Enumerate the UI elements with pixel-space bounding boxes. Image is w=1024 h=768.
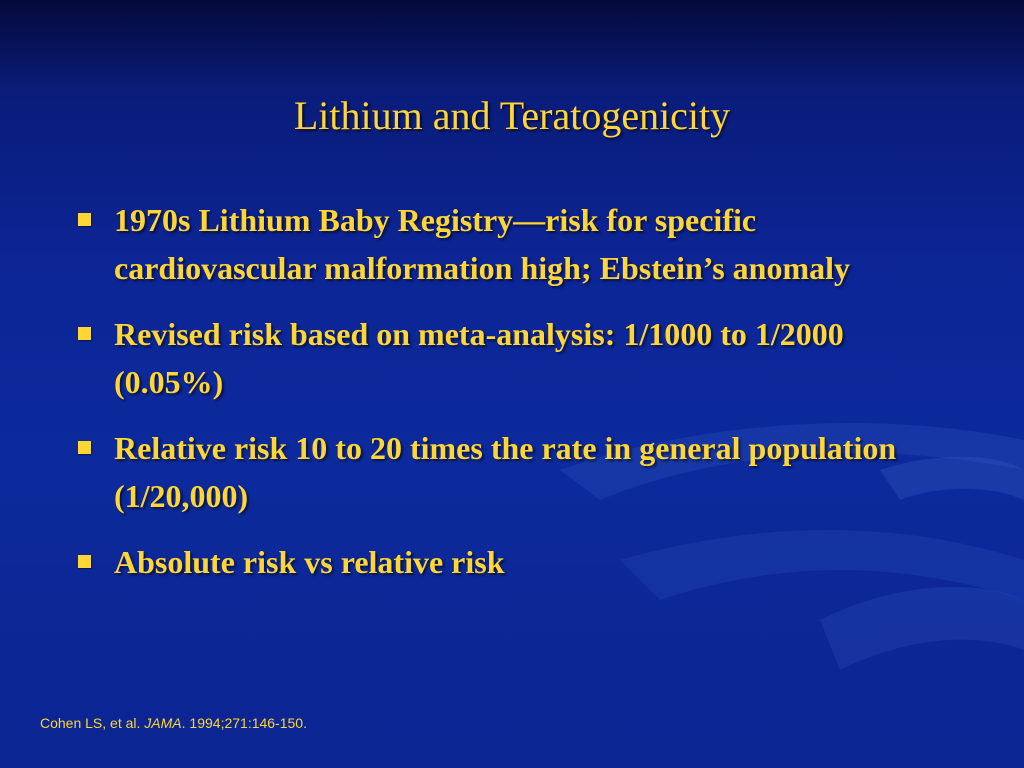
bullet-item — [74, 538, 904, 586]
slide-title: Lithium and Teratogenicity — [293, 93, 731, 138]
square-bullet-icon — [78, 327, 91, 340]
citation — [40, 715, 307, 731]
citation-journal: JAMA — [144, 715, 182, 731]
bullet-list — [74, 196, 904, 604]
bullet-text: Absolute risk vs relative risk — [114, 544, 505, 580]
bullet-text: Revised risk based on meta-analysis: 1/1000 to 1/2000 (0.05%) — [114, 316, 844, 400]
square-bullet-icon — [78, 555, 91, 568]
citation-details: . 1994;271:146-150. — [181, 715, 307, 731]
bullet-item — [74, 310, 904, 406]
bullet-text: 1970s Lithium Baby Registry—risk for specific cardiovascular malformation high; Ebstein’s anomaly — [114, 202, 851, 286]
citation-authors: Cohen LS, et al. — [40, 715, 141, 731]
bullet-item — [74, 196, 904, 292]
bullet-item — [74, 424, 904, 520]
bullet-text: Relative risk 10 to 20 times the rate in general population (1/20,000) — [114, 430, 897, 514]
square-bullet-icon — [78, 441, 91, 454]
square-bullet-icon — [78, 213, 91, 226]
